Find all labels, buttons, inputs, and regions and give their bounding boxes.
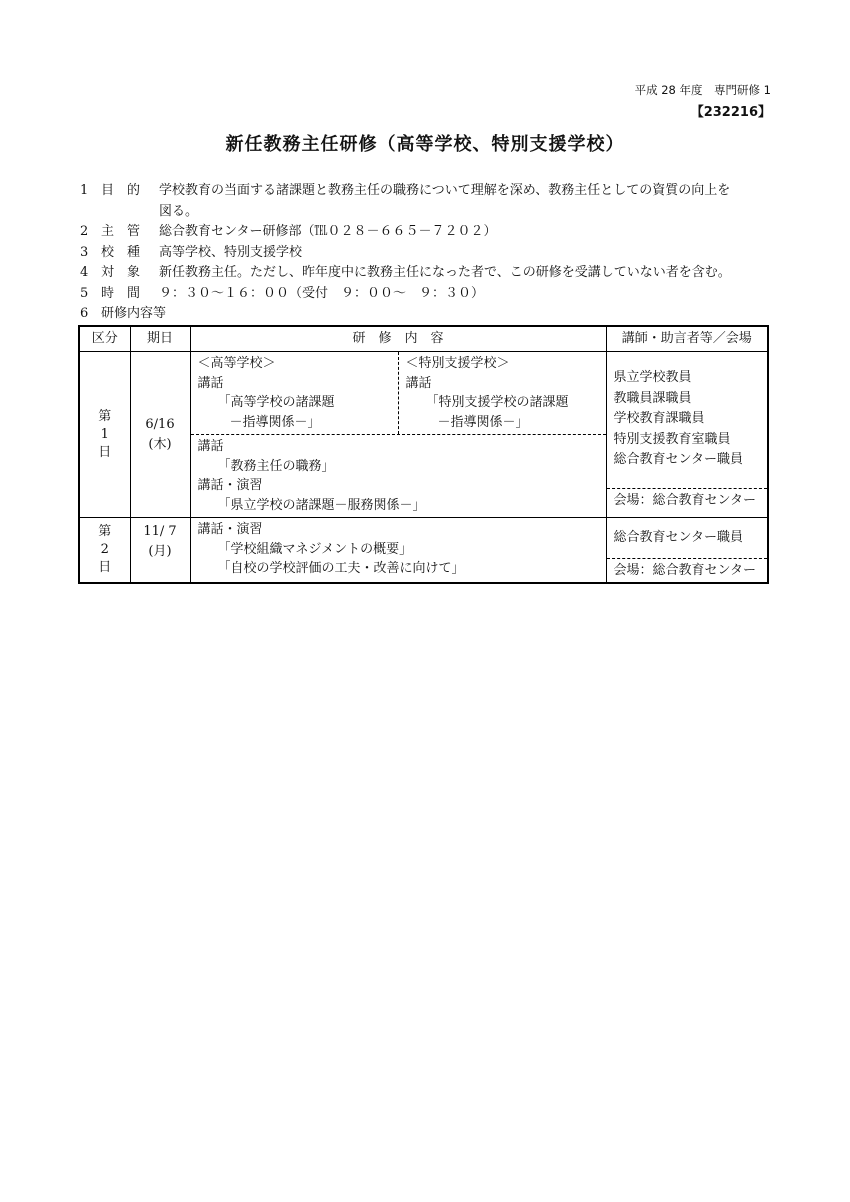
item-label: 対 象 [101, 265, 141, 280]
header-content: 研 修 内 容 [190, 326, 606, 352]
day1-venue: 会場：総合教育センター [607, 488, 768, 512]
item-number: 3 [80, 244, 89, 260]
overview-item-time [80, 284, 780, 305]
day2-weekday: (月) [148, 544, 172, 559]
item-value: 高等学校、特別支援学校 [159, 244, 303, 260]
day1-date [130, 352, 190, 518]
purpose-text-line2: 図る。 [159, 203, 199, 219]
item-label: 研修内容等 [101, 306, 167, 321]
day1-weekday: (木) [148, 436, 172, 452]
overview-item-purpose [80, 181, 780, 222]
common-topic-2: 「県立学校の諸課題－服務関係－」 [217, 497, 426, 513]
overview-item-organizer [80, 222, 780, 243]
common-format-2: 講話・演習 [197, 478, 263, 493]
day2-date-value: 11/ 7 [143, 524, 177, 539]
purpose-text-line1: 学校教育の当面する諸課題と教務主任の職務について理解を深め、教務主任としての資質の向上を [159, 183, 731, 198]
special-school-heading: ＜特別支援学校＞ [405, 356, 510, 371]
day1-split-block [191, 352, 606, 434]
day2-lecturer-list [607, 518, 768, 558]
day1-kubun-1: 第 [98, 408, 112, 424]
header-year-label: 平成 28 年度 専門研修 1 [634, 83, 771, 97]
item-value: 新任教務主任。ただし、昨年度中に教務主任になった者で、この研修を受講していない者を含む。 [159, 265, 731, 280]
lecturer-item: 県立学校教員 [613, 370, 692, 385]
lecturer-item: 総合教育センター職員 [613, 452, 743, 467]
special-school-subtopic: －指導関係－」 [437, 414, 529, 430]
day1-high-school-block [191, 352, 399, 434]
day1-common-block [191, 434, 606, 517]
item-number: 1 [80, 183, 89, 198]
item-label: 校 種 [101, 244, 141, 260]
high-school-format: 講話 [197, 375, 224, 391]
high-school-topic: 「高等学校の諸課題 [217, 395, 335, 410]
item-label: 主 管 [101, 224, 141, 239]
day2-topic-2: 「自校の学校評価の工夫・改善に向けて」 [217, 561, 465, 576]
overview-item-target [80, 263, 780, 284]
day2-kubun-2: 2 [100, 542, 109, 557]
item-number: 4 [80, 265, 89, 280]
item-number: 5 [80, 285, 89, 301]
day1-content [190, 352, 606, 518]
day1-special-school-block [399, 352, 606, 434]
item-number: 6 [80, 306, 89, 321]
lecturer-item: 特別支援教育室職員 [613, 431, 731, 447]
header-date: 期日 [130, 326, 190, 352]
item-value [159, 181, 780, 222]
item-number: 2 [80, 224, 89, 239]
header-kubun: 区分 [79, 326, 130, 352]
item-label: 時 間 [101, 285, 141, 301]
day2-kubun [79, 518, 130, 584]
special-school-format: 講話 [405, 375, 432, 391]
high-school-heading: ＜高等学校＞ [197, 356, 276, 371]
item-value: ９：３０～１６：００（受付 ９：００～ ９：３０） [159, 285, 485, 301]
day1-lecturer-list [607, 352, 768, 488]
table-row-day1 [79, 352, 768, 518]
day2-date [130, 518, 190, 584]
table-header-row [79, 326, 768, 352]
header-course-code: 【232216】 [690, 105, 771, 120]
day2-kubun-3: 日 [98, 560, 112, 575]
item-value: 総合教育センター研修部（℡０２８－６６５－７２０２） [159, 224, 497, 239]
day2-kubun-1: 第 [98, 524, 112, 539]
special-school-topic: 「特別支援学校の諸課題 [425, 395, 569, 410]
day2-content [190, 518, 606, 584]
day1-kubun-3: 日 [98, 444, 112, 460]
lecturer-item: 教職員課職員 [613, 390, 692, 406]
item-label: 目 的 [101, 183, 141, 198]
table-row-day2 [79, 518, 768, 584]
lecturer-item: 総合教育センター職員 [613, 530, 743, 545]
day1-kubun [79, 352, 130, 518]
page-title: 新任教務主任研修（高等学校、特別支援学校） [225, 134, 625, 155]
day2-lecturers [606, 518, 768, 584]
day2-topic-1: 「学校組織マネジメントの概要」 [217, 541, 413, 557]
common-format-1: 講話 [197, 439, 224, 454]
common-topic-1: 「教務主任の職務」 [217, 458, 335, 474]
day2-venue: 会場：総合教育センター [607, 558, 768, 582]
day1-date-value: 6/16 [145, 416, 175, 432]
schedule-table [78, 325, 769, 584]
day2-content-block [191, 518, 606, 581]
day2-format: 講話・演習 [197, 522, 263, 537]
day1-kubun-2: 1 [100, 426, 109, 442]
high-school-subtopic: －指導関係－」 [229, 414, 321, 430]
overview-item-school-type [80, 243, 780, 264]
overview-item-content-heading [80, 304, 780, 325]
overview-list [80, 181, 780, 325]
header-lecturers: 講師・助言者等／会場 [606, 326, 768, 352]
lecturer-item: 学校教育課職員 [613, 411, 705, 426]
day1-lecturers [606, 352, 768, 518]
